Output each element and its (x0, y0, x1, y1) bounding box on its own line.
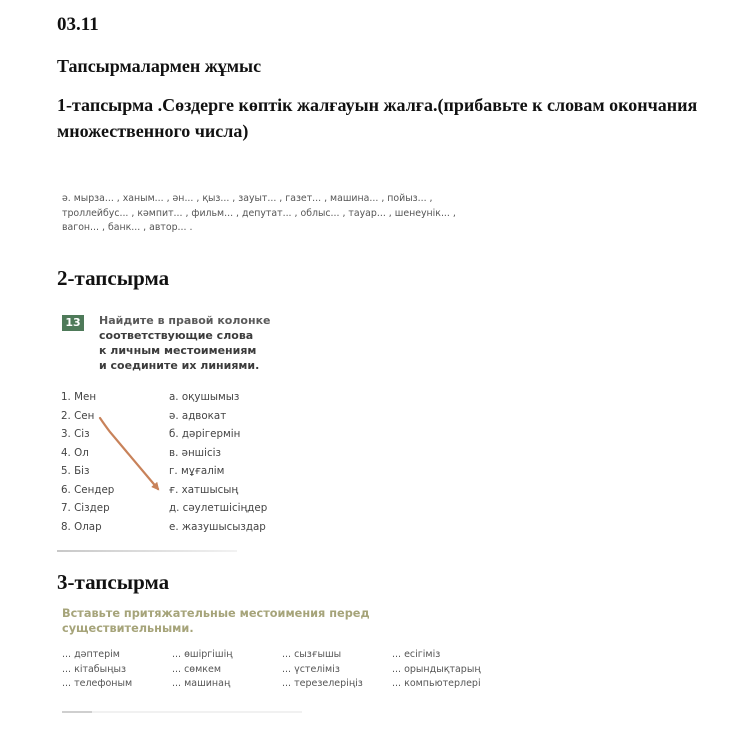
task1-word-list (62, 192, 522, 236)
word-item: в. әншісіз (169, 446, 221, 459)
grid-item: ... машинаң (172, 678, 231, 689)
word-item: д. сәулетшісіңдер (169, 502, 268, 514)
grid-item: ... сызғышы (282, 649, 342, 660)
pronoun-item: 5. Біз (61, 465, 90, 477)
section-divider (57, 550, 237, 552)
grid-column (62, 648, 172, 692)
pronoun-item: 7. Сіздер (61, 502, 110, 514)
word-item: г. мұғалім (169, 465, 225, 477)
grid-item: ... есігіміз (392, 649, 441, 660)
task3-title: 3-тапсырма (57, 570, 170, 594)
word-item: а. оқушымыз (169, 391, 240, 403)
instruction-line: соответствующие слова (99, 329, 254, 342)
pronoun-item: 8. Олар (61, 520, 102, 533)
grid-item: ... үстеліміз (282, 663, 340, 675)
word-item: ғ. хатшысың (169, 483, 239, 496)
pronoun-item: 1. Мен (61, 391, 97, 403)
exercise-number-badge: 13 (62, 315, 84, 331)
grid-item: ... орындықтарың (392, 663, 481, 675)
faded-next-line (62, 711, 302, 713)
grid-column (392, 648, 502, 692)
grid-column (172, 648, 282, 692)
word-column (169, 388, 267, 536)
grid-item: ... өшіргішің (172, 649, 233, 660)
subtitle-heading: Тапсырмалармен жұмыс (57, 56, 262, 76)
word-line: троллейбус... , кәмпит... , фильм... , депутат... , облыс... , тауар... , шенеунік... , (62, 207, 456, 219)
grid-item: ... кітабыңыз (62, 663, 126, 675)
word-line: ә. мырза... , ханым... , ән... , қыз... , зауыт... , газет... , машина... , пойыз... , (62, 193, 433, 204)
grid-column (282, 648, 392, 692)
task1-title: 1-тапсырма .Сөздерге көптік жалғауын жалға.(прибавьте к словам окончания множественного числа) (57, 95, 698, 141)
word-item: б. дәрігермін (169, 428, 241, 440)
instruction-line: существительными. (62, 622, 194, 635)
pronoun-item: 3. Сіз (61, 428, 90, 440)
word-item: е. жазушысыздар (169, 520, 266, 533)
grid-item: ... сөмкем (172, 663, 222, 675)
grid-item: ... дәптерім (62, 649, 120, 660)
word-item: ә. адвокат (169, 409, 227, 422)
task3-instruction (62, 606, 422, 636)
pronoun-column (61, 388, 114, 536)
grid-item: ... телефоным (62, 678, 133, 689)
grid-item: ... терезелеріңіз (282, 678, 363, 689)
pronoun-item: 6. Сендер (61, 483, 115, 496)
date-heading: 03.11 (57, 14, 99, 35)
instruction-line: и соедините их линиями. (99, 359, 260, 372)
instruction-line: Вставьте притяжательные местоимения перед (62, 607, 370, 620)
pronoun-item: 2. Сен (61, 409, 95, 422)
task2-title: 2-тапсырма (57, 266, 170, 290)
grid-item: ... компьютерлері (392, 678, 481, 689)
pronoun-item: 4. Ол (61, 446, 89, 459)
task3-word-grid (62, 648, 502, 692)
word-line: вагон... , банк... , автор... . (62, 222, 193, 233)
instruction-line: Найдите в правой колонке (99, 314, 271, 327)
task2-instruction (99, 313, 319, 373)
instruction-line: к личным местоимениям (99, 344, 257, 357)
